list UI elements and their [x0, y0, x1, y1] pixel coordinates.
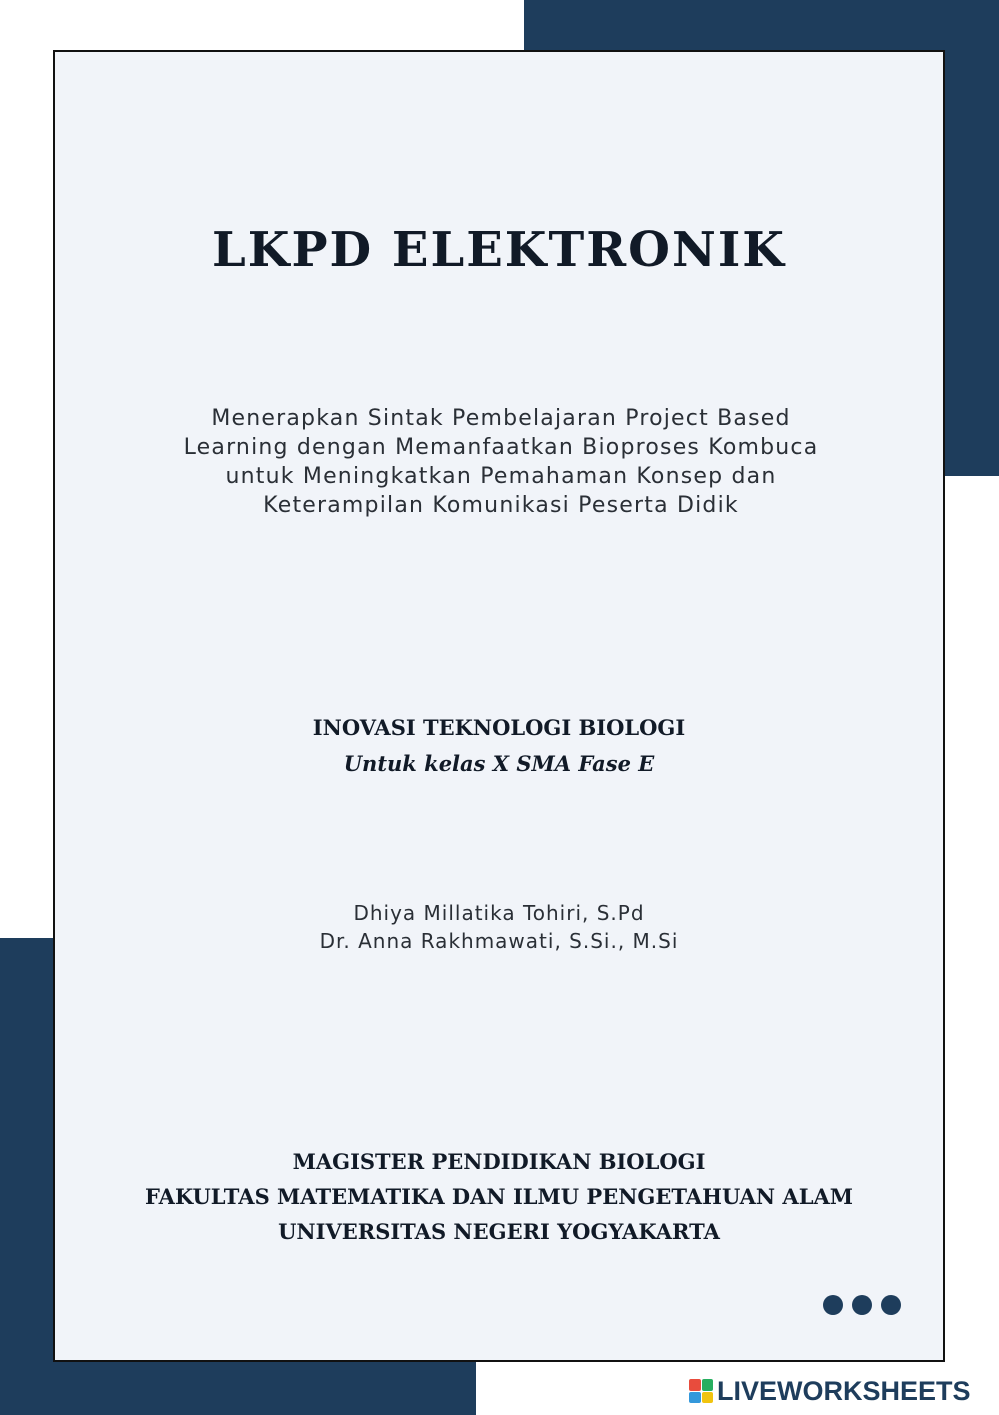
- authors-block: [55, 899, 943, 955]
- subject-block: [55, 710, 943, 782]
- page-title: LKPD ELEKTRONIK: [211, 222, 786, 278]
- author-name: Dhiya Millatika Tohiri, S.Pd: [353, 901, 645, 925]
- dot-icon: [881, 1295, 901, 1315]
- cover-card: [53, 50, 945, 1362]
- dot-icon: [852, 1295, 872, 1315]
- subject-grade: Untuk kelas X SMA Fase E: [343, 751, 655, 776]
- author-name: Dr. Anna Rakhmawati, S.Si., M.Si: [319, 929, 679, 953]
- institution-line: UNIVERSITAS NEGERI YOGYAKARTA: [278, 1219, 720, 1244]
- subtitle-text: Menerapkan Sintak Pembelajaran Project Based Learning dengan Memanfaatkan Bioproses Kombuca untuk Meningkatkan Pemahaman Konsep dan Keterampilan Komunikasi Peserta Didik: [183, 406, 819, 518]
- institution-line: MAGISTER PENDIDIKAN BIOLOGI: [292, 1149, 706, 1174]
- dot-icon: [823, 1295, 843, 1315]
- institution-line: FAKULTAS MATEMATIKA DAN ILMU PENGETAHUAN ALAM: [144, 1184, 854, 1209]
- liveworksheets-logo-icon: [689, 1379, 713, 1403]
- watermark-text: LIVEWORKSHEETS: [717, 1375, 971, 1406]
- liveworksheets-watermark: [689, 1374, 971, 1408]
- subject-title: INOVASI TEKNOLOGI BIOLOGI: [312, 715, 686, 740]
- decorative-dots: [823, 1295, 901, 1315]
- institution-block: [55, 1144, 943, 1249]
